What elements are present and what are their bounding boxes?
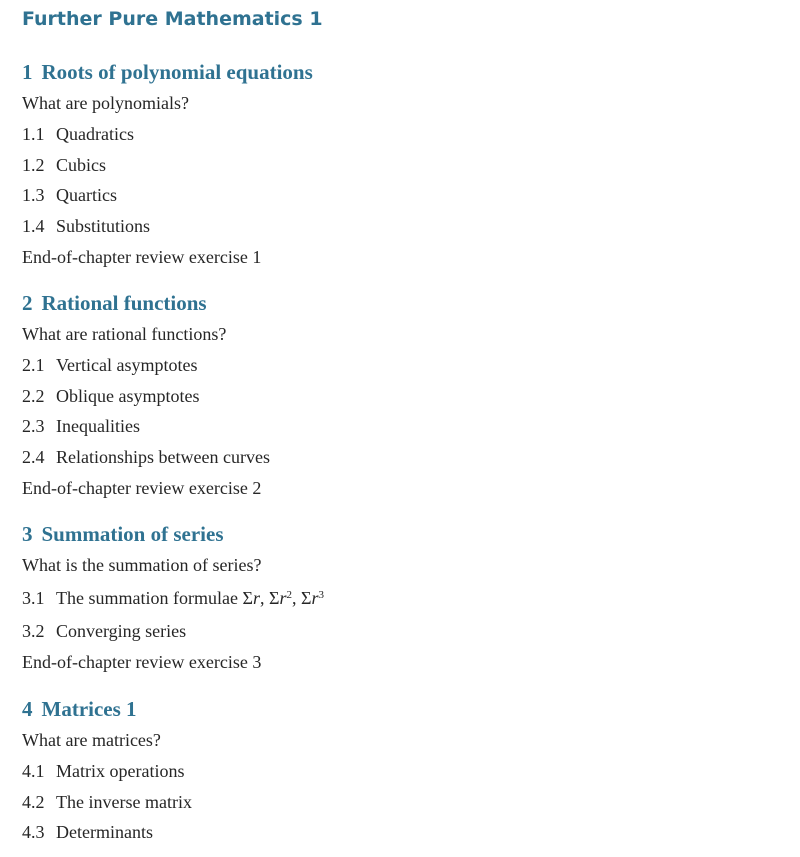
toc-section-3-2[interactable]	[22, 616, 782, 647]
chapter-heading[interactable]	[22, 693, 782, 725]
section-title: Cubics	[56, 154, 107, 175]
chapter-intro[interactable]: What are matrices?	[22, 730, 161, 750]
section-number: 2.4	[22, 447, 45, 468]
formula-variable: r	[311, 587, 319, 608]
sigma-symbol: Σ	[268, 587, 280, 608]
section-number: 1.1	[22, 123, 45, 144]
formula-separator: ,	[291, 587, 301, 608]
section-number: 1.4	[22, 216, 45, 237]
section-title: Matrix operations	[56, 760, 185, 781]
toc-section-2-1[interactable]	[22, 350, 782, 381]
chapter-heading[interactable]	[22, 56, 782, 88]
toc-section-2-4[interactable]	[22, 442, 782, 473]
chapter-number: 4	[22, 697, 33, 721]
chapter-review[interactable]: End-of-chapter review exercise 2	[22, 477, 262, 498]
section-number: 3.2	[22, 620, 45, 641]
chapter-intro[interactable]: What are rational functions?	[22, 324, 227, 344]
toc-section-1-2[interactable]	[22, 150, 782, 181]
section-number: 4.2	[22, 791, 45, 812]
toc-section-1-1[interactable]	[22, 119, 782, 150]
chapter-title: Rational functions	[41, 291, 207, 315]
chapter-2	[22, 287, 782, 504]
formula-separator: ,	[259, 587, 269, 608]
section-title-prefix: The summation formulae	[56, 587, 243, 608]
chapter-intro[interactable]: What is the summation of series?	[22, 555, 262, 575]
section-title: Vertical asymptotes	[56, 354, 198, 375]
chapter-title: Roots of polynomial equations	[41, 60, 313, 84]
toc-section-4-3[interactable]	[22, 817, 782, 848]
chapter-number: 2	[22, 291, 33, 315]
toc-section-4-2[interactable]	[22, 787, 782, 818]
section-title: Substitutions	[56, 216, 151, 237]
section-number: 2.2	[22, 385, 45, 406]
section-number: 2.1	[22, 354, 45, 375]
section-title: Inequalities	[56, 416, 140, 437]
section-title: The inverse matrix	[56, 791, 192, 812]
section-title: Oblique asymptotes	[56, 385, 200, 406]
section-number: 1.2	[22, 154, 45, 175]
chapter-number: 3	[22, 522, 33, 546]
section-title: Quartics	[56, 185, 117, 206]
chapter-review[interactable]: End-of-chapter review exercise 1	[22, 246, 262, 267]
chapter-heading[interactable]	[22, 518, 782, 550]
chapter-review[interactable]: End-of-chapter review exercise 3	[22, 651, 262, 672]
chapter-intro[interactable]: What are polynomials?	[22, 93, 189, 113]
formula-exponent: 3	[318, 588, 324, 601]
formula-variable: r	[279, 587, 287, 608]
summation-formula	[242, 588, 324, 608]
section-number: 1.3	[22, 185, 45, 206]
toc-section-2-2[interactable]	[22, 381, 782, 412]
section-title: Relationships between curves	[56, 447, 270, 468]
toc-section-2-3[interactable]	[22, 411, 782, 442]
sigma-symbol: Σ	[242, 587, 253, 608]
section-number: 4.1	[22, 760, 45, 781]
formula-exponent: 2	[286, 588, 292, 601]
sigma-symbol: Σ	[300, 587, 312, 608]
toc-section-3-1[interactable]	[22, 581, 782, 616]
toc-section-1-3[interactable]	[22, 180, 782, 211]
chapter-4	[22, 693, 782, 848]
toc-section-4-1[interactable]	[22, 756, 782, 787]
formula-variable: r	[252, 587, 260, 608]
chapter-number: 1	[22, 60, 33, 84]
chapter-heading[interactable]	[22, 287, 782, 319]
section-number: 2.3	[22, 416, 45, 437]
toc-section-1-4[interactable]	[22, 211, 782, 242]
section-title: Converging series	[56, 620, 187, 641]
section-title: Determinants	[56, 822, 153, 843]
chapter-title: Summation of series	[41, 522, 224, 546]
chapter-1	[22, 56, 782, 273]
section-number: 3.1	[22, 587, 45, 608]
book-title: Further Pure Mathematics 1	[22, 8, 323, 30]
chapter-3	[22, 518, 782, 677]
chapter-title: Matrices 1	[41, 697, 137, 721]
section-title: Quadratics	[56, 123, 134, 144]
section-number: 4.3	[22, 822, 45, 843]
